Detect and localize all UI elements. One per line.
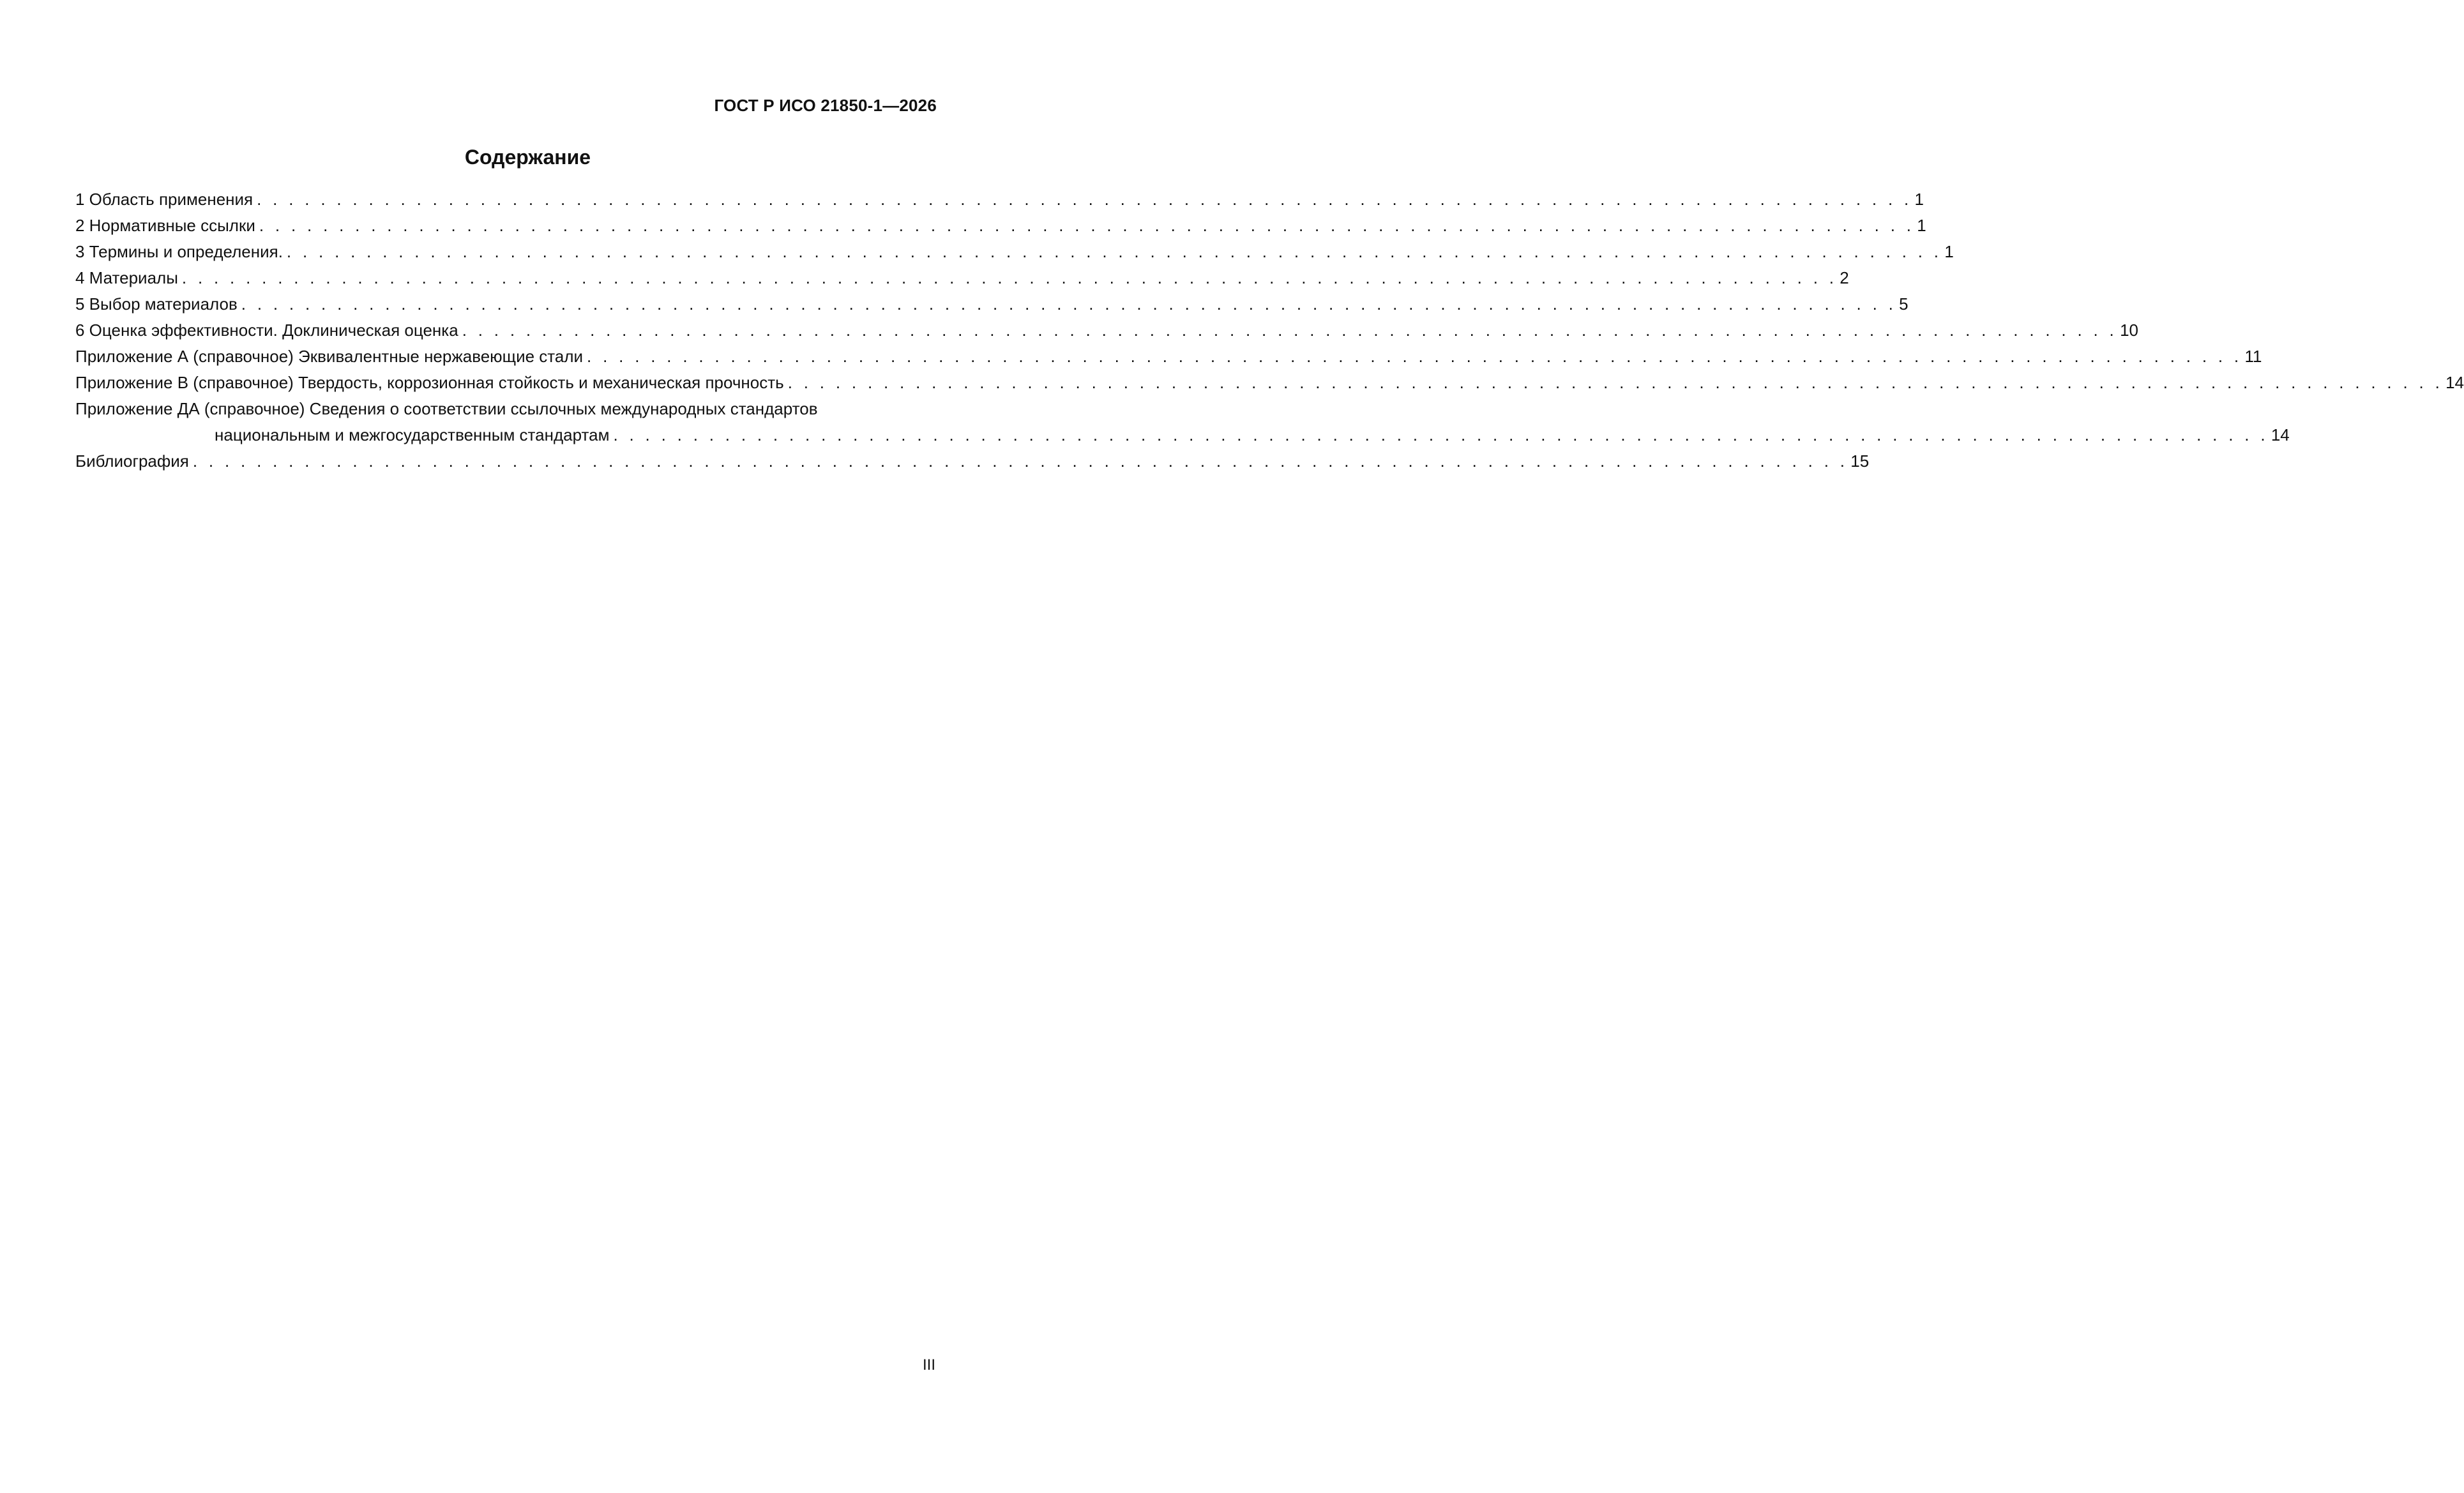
toc-entry-page: 1	[1944, 242, 1954, 261]
toc-entry-page: 1	[1914, 190, 1924, 209]
toc-leader-dots: . . . . . . . . . . . . . . . . . . . . . . . . . . . . . . . . . . . . . . . . . . . . . . . . . . . . . . . . . . . . . . . . . . . . . . . . . . . . . . . . . . . . . . . . . . . . . . . . . . . . . . . .	[192, 451, 1848, 471]
toc-entry-material-selection[interactable]	[75, 291, 1908, 317]
toc-entry-label: 2 Нормативные ссылки	[75, 216, 255, 235]
toc-entry-label: Приложение ДА (справочное) Сведения о соответствии ссылочных международных стандартов	[75, 399, 818, 418]
toc-leader-dots: . . . . . . . . . . . . . . . . . . . . . . . . . . . . . . . . . . . . . . . . . . . . . . . . . . . . . . . . . . . . . . . . . . . . . . . . . . . . . . . . . . . . . . . . . . . . . . . . . . . . . . . .	[241, 294, 1897, 314]
toc-leader-dots: . . . . . . . . . . . . . . . . . . . . . . . . . . . . . . . . . . . . . . . . . . . . . . . . . . . . . . . . . . . . . . . . . . . . . . . . . . . . . . . . . . . . . . . . . . . . . . . . . . . . . . . .	[787, 373, 2444, 392]
page-number: III	[922, 1356, 935, 1374]
toc-leader-dots: . . . . . . . . . . . . . . . . . . . . . . . . . . . . . . . . . . . . . . . . . . . . . . . . . . . . . . . . . . . . . . . . . . . . . . . . . . . . . . . . . . . . . . . . . . . . . . . . . . . . . . . .	[587, 347, 2242, 366]
toc-entry-annex-da[interactable]	[75, 396, 2290, 448]
toc-entry-page: 1	[1917, 216, 1926, 235]
toc-entry-terms[interactable]	[75, 239, 1954, 265]
toc-leader-dots: . . . . . . . . . . . . . . . . . . . . . . . . . . . . . . . . . . . . . . . . . . . . . . . . . . . . . . . . . . . . . . . . . . . . . . . . . . . . . . . . . . . . . . . . . . . . . . . . . . . . . . . .	[462, 321, 2118, 340]
toc-entry-page: 5	[1899, 294, 1908, 314]
toc-title: Содержание	[464, 146, 591, 169]
toc-entry-page: 14	[2271, 425, 2290, 444]
toc-leader-dots: . . . . . . . . . . . . . . . . . . . . . . . . . . . . . . . . . . . . . . . . . . . . . . . . . . . . . . . . . . . . . . . . . . . . . . . . . . . . . . . . . . . . . . . . . . . . . . . . . . . . . . . .	[259, 216, 1915, 235]
toc-leader-dots: . . . . . . . . . . . . . . . . . . . . . . . . . . . . . . . . . . . . . . . . . . . . . . . . . . . . . . . . . . . . . . . . . . . . . . . . . . . . . . . . . . . . . . . . . . . . . . . . . . . . . . . .	[181, 268, 1838, 287]
toc-entry-scope[interactable]	[75, 186, 1924, 213]
toc-entry-page: 11	[2244, 347, 2262, 366]
toc-entry-page: 14	[2445, 373, 2464, 392]
toc-entry-label: 5 Выбор материалов	[75, 294, 238, 314]
toc-entry-annex-b[interactable]	[75, 370, 2464, 396]
toc-entry-page: 10	[2120, 321, 2138, 340]
document-designation: ГОСТ Р ИСО 21850-1—2026	[714, 96, 937, 115]
toc-leader-dots: . . . . . . . . . . . . . . . . . . . . . . . . . . . . . . . . . . . . . . . . . . . . . . . . . . . . . . . . . . . . . . . . . . . . . . . . . . . . . . . . . . . . . . . . . . . . . . . . . . . . . . . .	[257, 190, 1912, 209]
toc-leader-dots: . . . . . . . . . . . . . . . . . . . . . . . . . . . . . . . . . . . . . . . . . . . . . . . . . . . . . . . . . . . . . . . . . . . . . . . . . . . . . . . . . . . . . . . . . . . . . . . . . . . . . . . .	[613, 425, 2269, 444]
toc-entry-label: 3 Термины и определения.	[75, 242, 283, 261]
toc-entry-label: Библиография	[75, 451, 189, 471]
toc-entry-label: 6 Оценка эффективности. Доклиническая оценка	[75, 321, 458, 340]
toc-entry-label-continuation: национальным и межгосударственным стандартам	[215, 425, 610, 444]
toc-entry-annex-a[interactable]	[75, 344, 2262, 370]
toc-entry-label: Приложение В (справочное) Твердость, коррозионная стойкость и механическая прочность	[75, 373, 784, 392]
toc-entry-label: 4 Материалы	[75, 268, 178, 287]
toc-entry-page: 2	[1840, 268, 1849, 287]
toc-entry-label: Приложение А (справочное) Эквивалентные нержавеющие стали	[75, 347, 584, 366]
toc-entry-materials[interactable]	[75, 265, 1849, 291]
toc-entry-performance-evaluation[interactable]	[75, 317, 2138, 344]
table-of-contents	[75, 186, 2464, 474]
toc-entry-normative-references[interactable]	[75, 213, 1926, 239]
toc-entry-label: 1 Область применения	[75, 190, 253, 209]
toc-leader-dots: . . . . . . . . . . . . . . . . . . . . . . . . . . . . . . . . . . . . . . . . . . . . . . . . . . . . . . . . . . . . . . . . . . . . . . . . . . . . . . . . . . . . . . . . . . . . . . . . . . . . . . . .	[286, 242, 1942, 261]
toc-entry-page: 15	[1850, 451, 1870, 471]
toc-entry-bibliography[interactable]	[75, 448, 1870, 474]
